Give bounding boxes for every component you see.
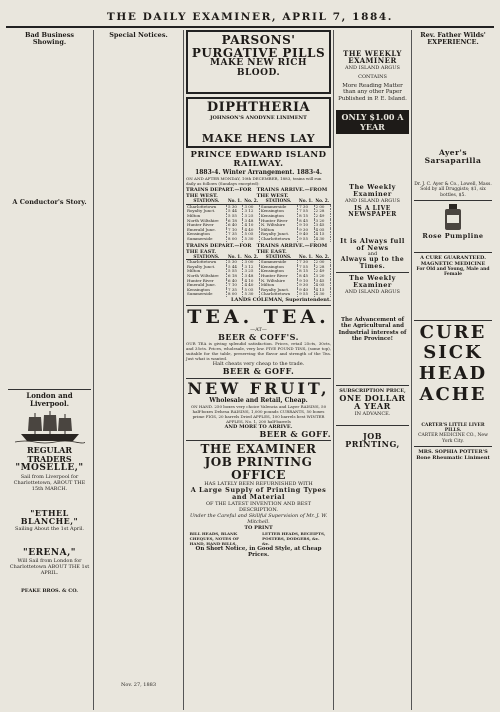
table-cell: Kensington: [186, 288, 227, 293]
table-cell: Kensington: [259, 209, 297, 214]
table-cell: 2 00: [314, 204, 330, 209]
advancement-text: The Advancement of the Agricultural and Industrial interests of the Province!: [338, 316, 407, 343]
carter-company: CARTER MEDICINE CO., New York City.: [418, 433, 488, 444]
reading-matter: More Reading Matter than any other Paper Published in P. E. Island.: [338, 82, 407, 102]
railway-timetable-2: [186, 255, 331, 297]
ship-name: "ETHEL BLANCHE,": [20, 507, 79, 527]
table-cell: 5 55: [227, 269, 243, 274]
railway-subtitle: 1883-4. Winter Arrangement. 1883-4.: [195, 169, 322, 177]
ad-heading: Rev. Father Wilds' EXPERIENCE.: [420, 31, 486, 47]
table-cell: 9 30: [298, 228, 314, 233]
table-cell: 9 10: [298, 279, 314, 284]
table-header: No. 2.: [315, 198, 330, 204]
table-cell: 9 10: [298, 223, 314, 228]
table-cell: 4 40: [243, 228, 259, 233]
timetable-heading: TRAINS ARRIVE.—FROM THE WEST.: [256, 187, 328, 200]
table-cell: 5 30: [227, 204, 243, 209]
table-cell: Charlottetown: [259, 292, 297, 297]
one-dollar: ONE DOLLAR A YEAR: [339, 392, 406, 412]
column-5: [412, 30, 494, 710]
table-cell: 4 05: [314, 228, 330, 233]
table-cell: 3 12: [243, 265, 259, 270]
table-cell: N. Wiltshire: [259, 223, 297, 228]
table-cell: 5 44: [227, 209, 243, 214]
ad-title: DIPHTHERIA: [206, 100, 311, 116]
column-4: [334, 30, 412, 710]
article-body: [8, 47, 91, 197]
ayer-price: Sold by all Druggists; $1, six bottles, $5.: [420, 187, 486, 198]
table-header: No. 2.: [315, 253, 330, 259]
ship-info: Sailing About the 1st April.: [15, 525, 84, 532]
table-cell: 4 15: [314, 288, 330, 293]
ad-subtitle: JOHNSON'S ANODYNE LINIMENT: [210, 114, 307, 121]
diphtheria-ad: [186, 97, 331, 148]
ad-heading: REGULAR TRADERS: [26, 444, 73, 464]
table-header: STATIONS.: [259, 199, 297, 204]
table-cell: 5 05: [243, 288, 259, 293]
table-cell: 7 30: [298, 204, 314, 209]
table-cell: 3 45: [314, 223, 330, 228]
notices-body: [96, 40, 181, 680]
table-cell: Kensington: [259, 214, 297, 219]
tea-ad-at: —AT—: [250, 326, 267, 333]
table-header: No. 2.: [244, 198, 259, 204]
table-cell: Milton: [186, 269, 227, 274]
table-cell: 8 15: [298, 214, 314, 219]
table-header: No. 1.: [298, 253, 313, 259]
table-cell: 3 25: [243, 269, 259, 274]
up-to-times: Always up to the Times.: [340, 256, 405, 270]
table-cell: 9 30: [298, 283, 314, 288]
table-cell: Kensington: [259, 269, 297, 274]
sick-word: SICK: [423, 342, 483, 364]
table-cell: Hunter River: [259, 274, 297, 279]
live-newspaper: IS A LIVE NEWSPAPER: [348, 205, 397, 219]
table-cell: Charlottetown: [259, 237, 297, 242]
table-cell: 6 40: [227, 223, 243, 228]
ayer-company: Dr. J. C. Ayer & Co., Lowell, Mass.: [414, 182, 492, 188]
table-header: No. 1.: [227, 198, 242, 204]
in-advance: IN ADVANCE.: [354, 410, 391, 417]
job-line-3: Under the Careful and Skillful Supervision of Mr. J. W. Mitchell.: [189, 512, 328, 525]
table-cell: North Wiltshire: [186, 219, 227, 224]
table-cell: 8 00: [227, 237, 243, 242]
rose-pumpline: Rose Pumpline: [422, 232, 484, 241]
weekly-title-2: The Weekly Examiner: [349, 183, 396, 199]
carter-pills: CARTER'S LITTLE LIVER PILLS.: [421, 422, 485, 433]
ad-heading: London and Liverpool.: [26, 391, 73, 409]
masthead: THE DAILY EXAMINER, APRIL 7, 1884.: [6, 6, 494, 28]
railway-title: PRINCE EDWARD ISLAND RAILWAY.: [190, 150, 327, 170]
table-cell: 5 44: [227, 265, 243, 270]
table-cell: 4 30: [314, 237, 330, 242]
table-cell: 5 30: [243, 292, 259, 297]
timetable-heading: TRAINS DEPART.—FOR THE EAST.: [186, 242, 252, 255]
contains-label: CONTAINS: [358, 73, 387, 80]
table-cell: Summerside: [259, 260, 297, 265]
table-cell: Royalty Junct.: [186, 265, 227, 270]
table-header: No. 1.: [227, 253, 242, 259]
tea-ad-shop: BEER & COFF'S.: [218, 331, 299, 342]
table-cell: 9 55: [298, 237, 314, 242]
railway-note: ON AND AFTER MONDAY, 10th DECEMBER, 1883, trains will run daily as follows (Sundays excepted):: [186, 176, 322, 187]
table-cell: 3 00: [243, 260, 259, 265]
magnetic-medicine: A CURE GUARANTEED. MAGNETIC MEDICINE: [420, 255, 486, 268]
column-1: [6, 30, 94, 710]
table-cell: 3 20: [314, 274, 330, 279]
job-subtitle: HAS LATELY BEEN REFURNISHED WITH: [204, 481, 313, 488]
tea-ad-body: OUR TEA is giving splendid satisfaction. Prices, retail 25cts, 30cts, and 35cts. Prices, wholesale, very low. FIVE POUND TINS, (some top), suitable for the table, preserving the flavor and strength of the Tea. Just what is wanted.: [186, 341, 331, 362]
table-cell: 3 25: [243, 214, 259, 219]
ship-name: "MOSELLE,": [15, 463, 84, 474]
table-cell: 7 35: [227, 288, 243, 293]
table-cell: 3 45: [314, 279, 330, 284]
table-cell: 4 15: [314, 232, 330, 237]
weekly-subtitle-3: AND ISLAND ARGUS: [345, 288, 400, 295]
weekly-title: THE WEEKLY EXAMINER: [343, 49, 402, 66]
table-cell: N. Wiltshire: [259, 279, 297, 284]
timetable-heading: TRAINS ARRIVE.—FROM THE EAST.: [256, 242, 328, 255]
ache-word: ACHE: [419, 383, 487, 405]
sailing-ship-icon: [15, 410, 85, 444]
fruit-ad-sign: BEER & GOFF.: [259, 428, 331, 439]
table-cell: Emerald June.: [186, 283, 227, 288]
cure-word: CURE: [419, 321, 487, 343]
table-cell: 7 10: [227, 228, 243, 233]
table-cell: Kensington: [186, 232, 227, 237]
tea-ad-title: TEA. TEA.: [187, 305, 330, 328]
article-heading: Bad Business Showing.: [24, 31, 75, 47]
table-cell: Charlottetown: [186, 260, 227, 265]
table-cell: Charlottetown: [186, 204, 227, 209]
advertiser-name: PEAKE BROS. & CO.: [20, 588, 79, 595]
table-cell: 5 55: [227, 214, 243, 219]
table-cell: 2 49: [314, 214, 330, 219]
columns: [6, 30, 494, 710]
examiner-title: THE EXAMINER: [200, 442, 317, 457]
job-printing-ad: JOB PRINTING,: [345, 430, 400, 450]
table-row: [186, 237, 331, 242]
weekly-title-3: The Weekly Examiner: [349, 273, 396, 289]
table-cell: 9 40: [298, 288, 314, 293]
table-cell: 5 30: [227, 260, 243, 265]
job-print: TO PRINT: [244, 524, 273, 531]
table-cell: Royalty Junct.: [259, 288, 297, 293]
table-cell: Royalty Junct.: [259, 232, 297, 237]
table-header: STATIONS.: [259, 255, 297, 260]
fruit-ad-subtitle: Wholesale and Retail, Cheap.: [209, 396, 308, 404]
table-cell: Hunter River: [259, 219, 297, 224]
magnetic-tagline: For Old and Young, Male and Female: [416, 267, 490, 278]
table-cell: 7 35: [227, 232, 243, 237]
article-heading: A Conductor's Story.: [12, 198, 87, 207]
table-cell: 7 55: [298, 209, 314, 214]
job-items-left: BILL HEADS, BLANK CHEQUES, NOTES OF HAND, HAND BILLS,: [189, 530, 239, 546]
always-and: and: [367, 251, 378, 258]
table-cell: Summerside: [259, 204, 297, 209]
price-banner: ONLY $1.00 A YEAR: [336, 110, 409, 134]
ship-name: "ERENA,": [23, 547, 76, 558]
railway-footer: LANDS COLEMAN, Superintendent.: [230, 296, 331, 303]
table-cell: 3 20: [314, 219, 330, 224]
table-cell: 3 00: [243, 204, 259, 209]
ship-info: Will Sail from London for Charlottetown ABOUT THE 1st APRIL.: [9, 558, 90, 577]
table-cell: 4 10: [243, 279, 259, 284]
job-items-right: LETTER HEADS, RECEIPTS, POSTERS, DODGERS, &c. &c.: [262, 530, 326, 546]
table-cell: 8 00: [227, 292, 243, 297]
table-cell: 4 30: [314, 292, 330, 297]
table-cell: 7 30: [298, 260, 314, 265]
table-cell: Kensington: [259, 265, 297, 270]
table-cell: 5 05: [243, 232, 259, 237]
table-cell: 2 00: [314, 260, 330, 265]
article-body: [8, 207, 91, 387]
ship-info: Sail from Liverpool for Charlottetown, ABOUT THE 15th MARCH.: [13, 473, 86, 492]
date-line: Nov. 27, 1883: [120, 682, 157, 689]
table-cell: 2 28: [314, 209, 330, 214]
table-cell: 7 10: [227, 283, 243, 288]
tea-ad-close: Halt cheats very cheap to the trade.: [212, 361, 305, 368]
table-cell: 2 49: [314, 269, 330, 274]
fruit-ad-arrive: AND MORE TO ARRIVE.: [224, 423, 293, 430]
table-cell: Milton: [259, 228, 297, 233]
table-cell: 6 18: [227, 274, 243, 279]
table-cell: 9 40: [298, 232, 314, 237]
fruit-ad-title: NEW FRUIT,: [187, 378, 330, 398]
weekly-subtitle-2: AND ISLAND ARGUS: [345, 198, 400, 205]
tea-ad-sign: BEER & GOFF.: [222, 366, 295, 377]
sophia-potter-ad: MRS. SOPHIA POTTER'S Bone Rheumatic Liniment: [416, 449, 490, 462]
table-cell: 4 05: [314, 283, 330, 288]
table-cell: 8 45: [298, 219, 314, 224]
table-cell: Summerside: [186, 292, 227, 297]
table-cell: 6 40: [227, 279, 243, 284]
table-cell: 3 12: [243, 209, 259, 214]
ad-slogan: MAKE HENS LAY: [201, 131, 316, 145]
head-word: HEAD: [418, 363, 488, 385]
table-cell: 4 40: [243, 283, 259, 288]
table-header: No. 1.: [298, 198, 313, 204]
job-footer: On Short Notice, in Good Style, at Cheap Prices.: [195, 545, 322, 559]
railway-timetable: [186, 199, 331, 241]
ad-subtitle: MAKE NEW RICH BLOOD.: [210, 58, 307, 78]
column-3: [184, 30, 334, 710]
weekly-subtitle: AND ISLAND ARGUS: [345, 64, 400, 71]
table-cell: Royalty Junct.: [186, 209, 227, 214]
table-cell: 2 28: [314, 265, 330, 270]
table-cell: Milton: [186, 214, 227, 219]
table-cell: North Wiltshire: [186, 274, 227, 279]
table-cell: 7 55: [298, 265, 314, 270]
job-line: A Large Supply of Printing Types and Material: [190, 486, 327, 501]
table-cell: 3 48: [243, 219, 259, 224]
table-cell: 3 48: [243, 274, 259, 279]
table-cell: Hunter River: [186, 279, 227, 284]
table-cell: 8 45: [298, 274, 314, 279]
medicine-bottle-icon: [438, 203, 468, 231]
table-header: No. 2.: [244, 253, 259, 259]
timetable-heading: TRAINS DEPART.—FOR THE WEST.: [186, 187, 252, 200]
sarsaparilla-title: Ayer's Sarsaparilla: [424, 148, 482, 166]
table-cell: 6 18: [227, 219, 243, 224]
table-cell: 8 15: [298, 269, 314, 274]
table-cell: 9 55: [298, 292, 314, 297]
column-2: [94, 30, 184, 710]
table-cell: 4 10: [243, 223, 259, 228]
always-news: It is Always full of News: [340, 236, 405, 252]
table-cell: Emerald June.: [186, 228, 227, 233]
table-header: STATIONS.: [186, 199, 227, 204]
table-cell: Summerside: [186, 237, 227, 242]
job-line-2: OF THE LATEST INVENTION AND BEST DESCRIPTION.: [205, 500, 312, 513]
table-cell: Hunter River: [186, 223, 227, 228]
job-office-title: JOB PRINTING OFFICE: [204, 454, 313, 482]
table-cell: 5 30: [243, 237, 259, 242]
ad-title: PARSONS' PURGATIVE PILLS: [191, 33, 326, 60]
fruit-ad-list: ON HAND. 250 boxes very choice Valencia and Layer RAISINS, 50 half-boxes Dehesa RAISINS, 1,000 pounds CURRANTS, 50 boxes prime FIGS, 20 barrels Dried APPLES, 100 barrels best WINTER APPLES, No. 1, 200 half-barrels: [190, 403, 327, 424]
table-header: STATIONS.: [186, 255, 227, 260]
section-heading: Special Notices.: [109, 31, 168, 39]
parsons-pills-ad: [186, 30, 331, 94]
table-cell: Milton: [259, 283, 297, 288]
subscription-label: SUBSCRIPTION PRICE,: [339, 387, 406, 394]
